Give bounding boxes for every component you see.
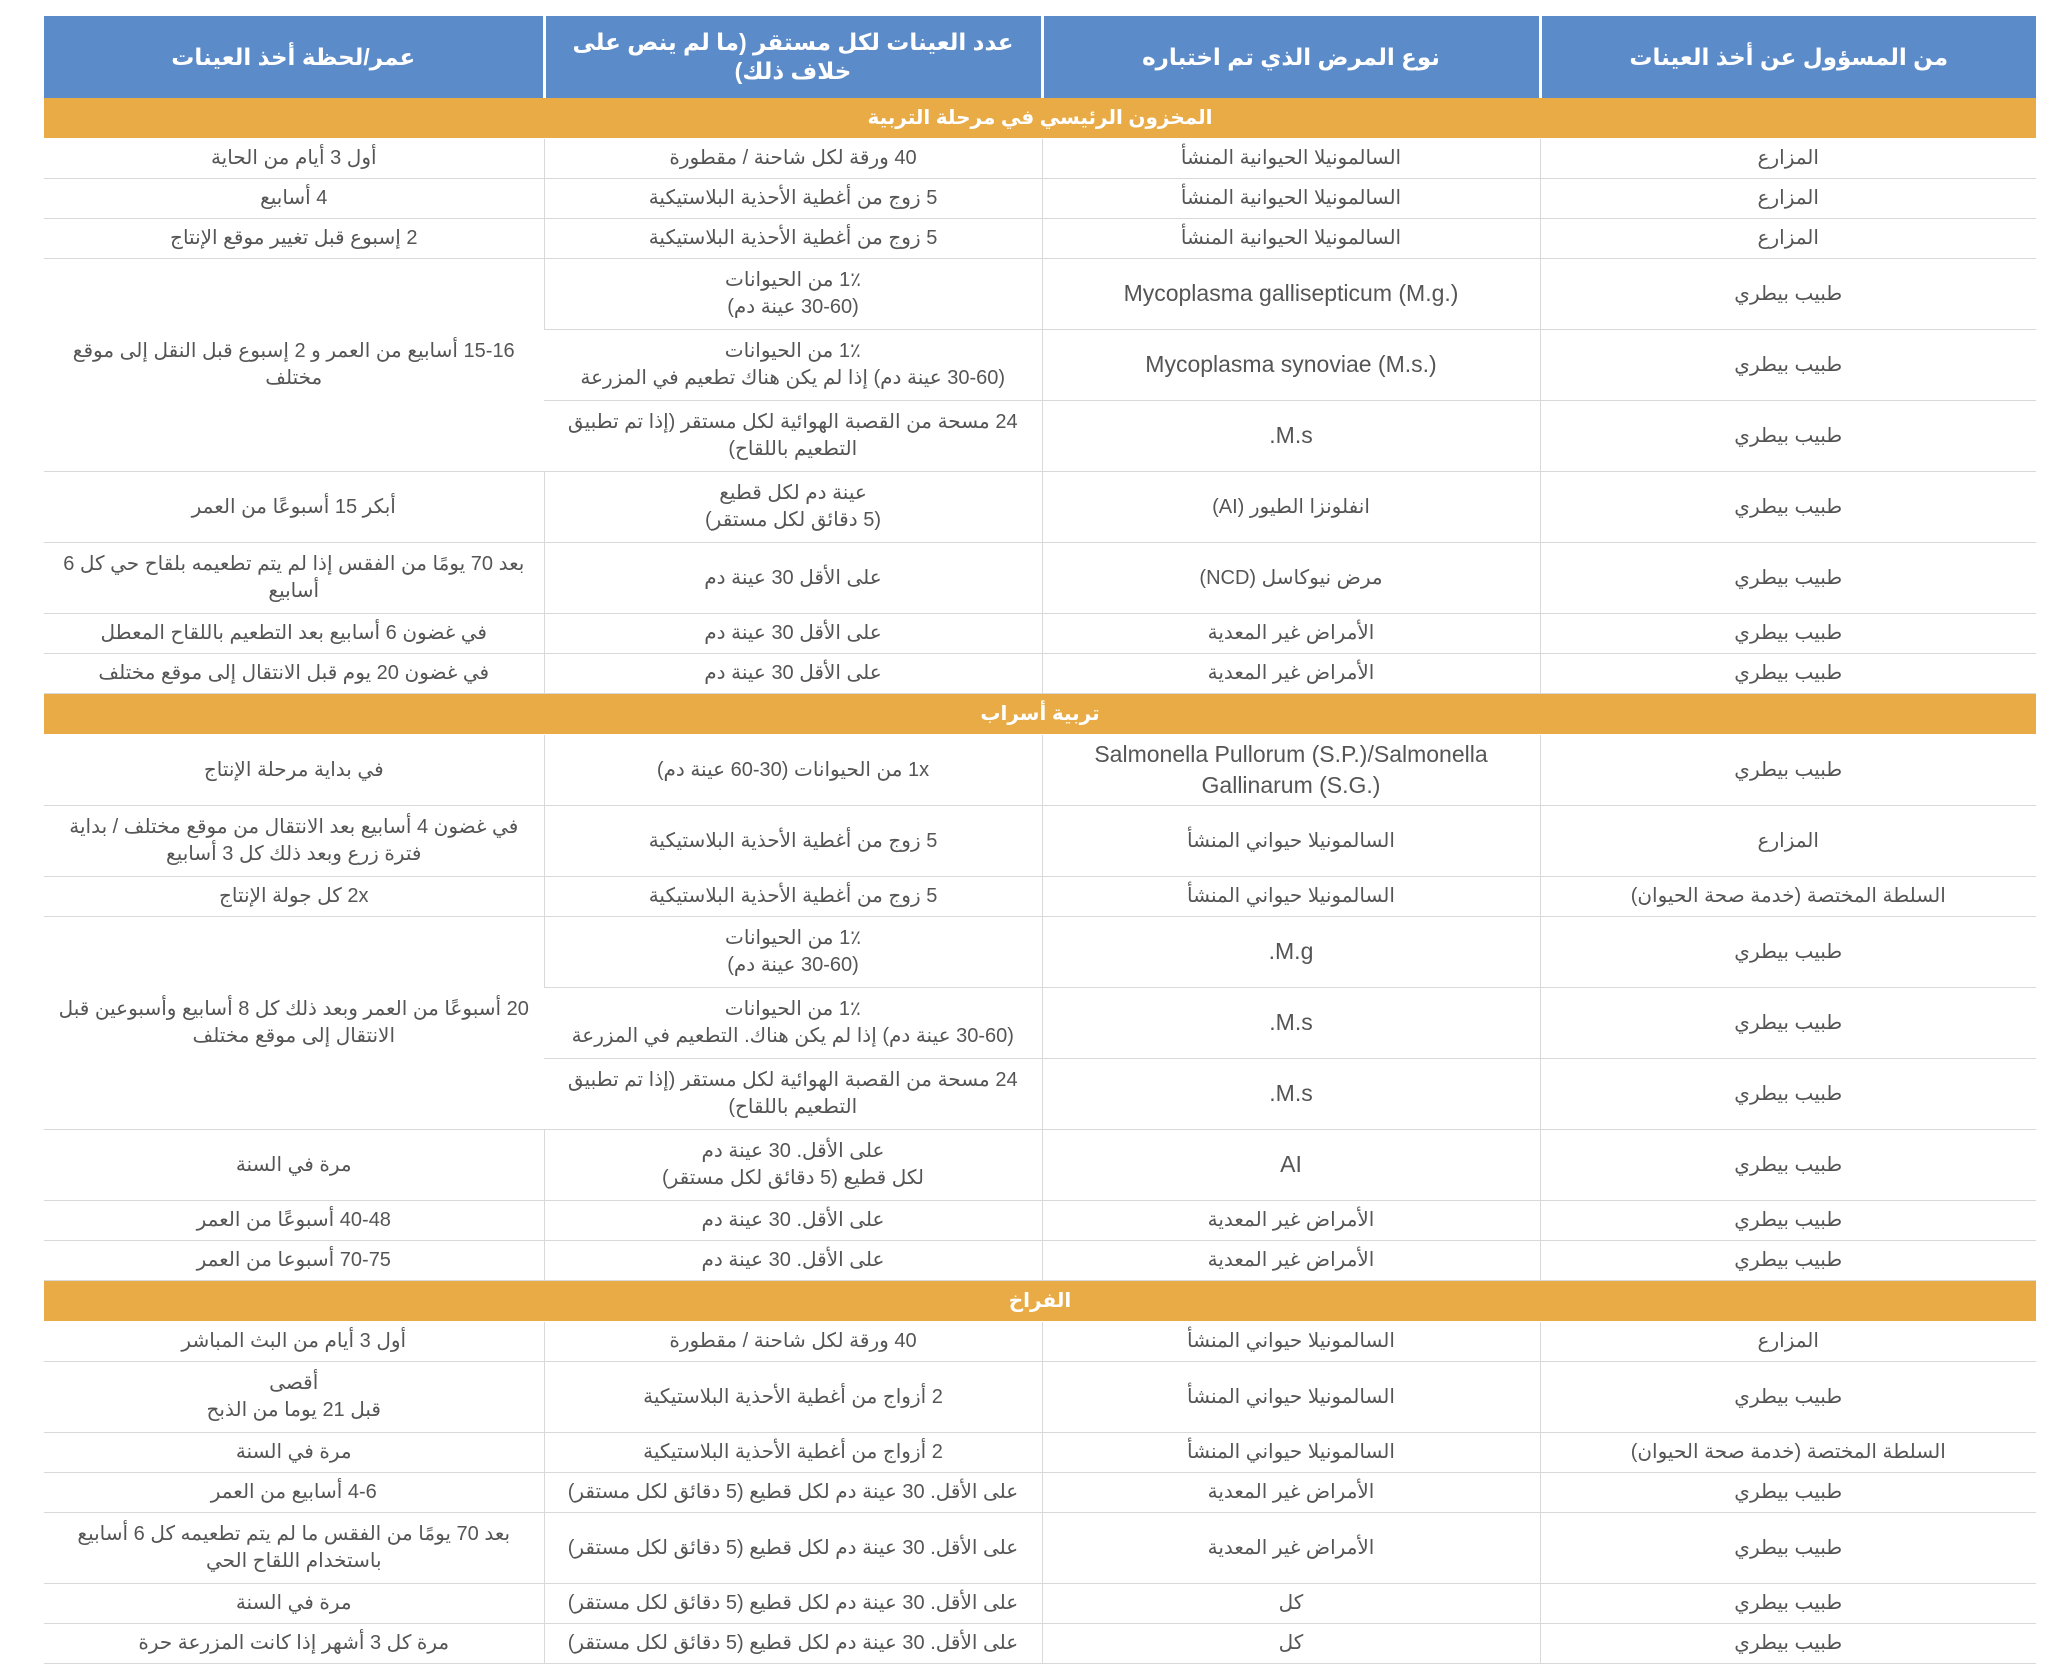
cell-responsible: طبيب بيطري: [1540, 1201, 2036, 1241]
cell-samples-line: 24 مسحة من القصبة الهوائية لكل مستقر (إذا تم تطبيق: [567, 411, 1018, 433]
cell-disease: مرض نيوكاسل (NCD): [1042, 543, 1540, 614]
cell-samples: على الأقل. 30 عينة دم لكل قطيع (5 دقائق لكل مستقر): [544, 1624, 1042, 1664]
cell-age: [44, 1362, 544, 1433]
cell-age: أبكر 15 أسبوعًا من العمر: [44, 472, 544, 543]
table-row: [44, 139, 2036, 179]
cell-responsible: طبيب بيطري: [1540, 988, 2036, 1059]
cell-samples: 5 زوج من أغطية الأحذية البلاستيكية: [544, 179, 1042, 219]
cell-samples: [544, 917, 1042, 988]
cell-samples: [544, 988, 1042, 1059]
cell-responsible: طبيب بيطري: [1540, 614, 2036, 654]
table-row: [44, 654, 2036, 694]
table-row: [44, 1513, 2036, 1584]
cell-age-line: أقصى: [269, 1372, 319, 1394]
cell-age: مرة في السنة: [44, 1433, 544, 1473]
cell-samples-line: 24 مسحة من القصبة الهوائية لكل مستقر (إذا تم تطبيق: [567, 1069, 1018, 1091]
cell-samples-line: (30-60 عينة دم) إذا لم يكن هناك. التطعيم في المزرعة: [571, 1025, 1014, 1047]
cell-disease: الأمراض غير المعدية: [1042, 654, 1540, 694]
cell-disease: السالمونيلا الحيوانية المنشأ: [1042, 179, 1540, 219]
cell-responsible: طبيب بيطري: [1540, 330, 2036, 401]
cell-samples: على الأقل 30 عينة دم: [544, 543, 1042, 614]
cell-disease: انفلونزا الطيور (AI): [1042, 472, 1540, 543]
cell-samples-line: عينة دم لكل قطيع: [719, 482, 867, 504]
cell-samples-line: التطعيم باللقاح): [728, 438, 858, 460]
cell-age-line: قبل 21 يوما من الذبح: [206, 1399, 381, 1421]
cell-samples: [544, 259, 1042, 330]
table-row: [44, 1362, 2036, 1433]
table-row: [44, 543, 2036, 614]
table-row: [44, 614, 2036, 654]
header-row: [44, 16, 2036, 98]
cell-samples-line: التطعيم باللقاح): [728, 1096, 858, 1118]
cell-disease: M.s.: [1042, 401, 1540, 472]
cell-age: في بداية مرحلة الإنتاج: [44, 735, 544, 806]
cell-age: أول 3 أيام من الحاية: [44, 139, 544, 179]
cell-disease-line: Gallinarum (S.G.): [1201, 772, 1381, 798]
cell-responsible: طبيب بيطري: [1540, 1513, 2036, 1584]
cell-samples: 1x من الحيوانات (30-60 عينة دم): [544, 735, 1042, 806]
cell-age: أول 3 أيام من البث المباشر: [44, 1322, 544, 1362]
table-row: [44, 917, 2036, 988]
cell-samples: على الأقل. 30 عينة دم لكل قطيع (5 دقائق لكل مستقر): [544, 1584, 1042, 1624]
cell-samples-line: 1٪ من الحيوانات: [725, 927, 861, 949]
header-disease: نوع المرض الذي تم اختباره: [1042, 16, 1540, 98]
sampling-table: [44, 16, 2036, 1664]
table-row: [44, 1322, 2036, 1362]
cell-age: مرة في السنة: [44, 1130, 544, 1201]
cell-responsible: طبيب بيطري: [1540, 1059, 2036, 1130]
cell-disease: السالمونيلا الحيوانية المنشأ: [1042, 139, 1540, 179]
cell-responsible: طبيب بيطري: [1540, 259, 2036, 330]
table-row: [44, 179, 2036, 219]
cell-age: 70-75 أسبوعا من العمر: [44, 1241, 544, 1281]
cell-responsible: طبيب بيطري: [1540, 1624, 2036, 1664]
cell-samples: على الأقل. 30 عينة دم: [544, 1201, 1042, 1241]
cell-samples: [544, 1130, 1042, 1201]
cell-disease: M.g.: [1042, 917, 1540, 988]
table-row: [44, 1624, 2036, 1664]
table-row: [44, 877, 2036, 917]
cell-disease: كل: [1042, 1584, 1540, 1624]
section-title: المخزون الرئيسي في مرحلة التربية: [44, 98, 2036, 139]
cell-age: 40-48 أسبوعًا من العمر: [44, 1201, 544, 1241]
cell-responsible: المزارع: [1540, 139, 2036, 179]
cell-age: بعد 70 يومًا من الفقس إذا لم يتم تطعيمه بلقاح حي كل 6 أسابيع: [44, 543, 544, 614]
cell-samples-line: (30-60 عينة دم): [727, 296, 859, 318]
cell-disease: M.s.: [1042, 988, 1540, 1059]
cell-disease: الأمراض غير المعدية: [1042, 1513, 1540, 1584]
cell-samples-line: (5 دقائق لكل مستقر): [705, 509, 881, 531]
cell-age: 2 إسبوع قبل تغيير موقع الإنتاج: [44, 219, 544, 259]
cell-samples: 2 أزواج من أغطية الأحذية البلاستيكية: [544, 1362, 1042, 1433]
cell-samples-line: (30-60 عينة دم) إذا لم يكن هناك تطعيم في المزرعة: [580, 367, 1006, 389]
cell-disease: M.s.: [1042, 1059, 1540, 1130]
cell-samples: 40 ورقة لكل شاحنة / مقطورة: [544, 1322, 1042, 1362]
cell-samples-line: (30-60 عينة دم): [727, 954, 859, 976]
cell-age: في غضون 20 يوم قبل الانتقال إلى موقع مختلف: [44, 654, 544, 694]
cell-responsible: طبيب بيطري: [1540, 543, 2036, 614]
cell-samples: على الأقل. 30 عينة دم: [544, 1241, 1042, 1281]
section-row: [44, 694, 2036, 735]
cell-age: 4-6 أسابيع من العمر: [44, 1473, 544, 1513]
cell-age: في غضون 6 أسابيع بعد التطعيم باللقاح المعطل: [44, 614, 544, 654]
cell-disease: السالمونيلا حيواني المنشأ: [1042, 877, 1540, 917]
cell-age: 20 أسبوعًا من العمر وبعد ذلك كل 8 أسابيع وأسبوعين قبل الانتقال إلى موقع مختلف: [44, 917, 544, 1130]
cell-responsible: طبيب بيطري: [1540, 401, 2036, 472]
cell-disease: السالمونيلا الحيوانية المنشأ: [1042, 219, 1540, 259]
table-row: [44, 219, 2036, 259]
table-row: [44, 472, 2036, 543]
cell-samples: على الأقل. 30 عينة دم لكل قطيع (5 دقائق لكل مستقر): [544, 1513, 1042, 1584]
cell-age: بعد 70 يومًا من الفقس ما لم يتم تطعيمه كل 6 أسابيع باستخدام اللقاح الحي: [44, 1513, 544, 1584]
table-row: [44, 806, 2036, 877]
section-row: [44, 1281, 2036, 1322]
sampling-table-container: [44, 16, 2036, 1664]
table-row: [44, 1201, 2036, 1241]
cell-samples: [544, 330, 1042, 401]
cell-responsible: المزارع: [1540, 179, 2036, 219]
cell-samples: 5 زوج من أغطية الأحذية البلاستيكية: [544, 806, 1042, 877]
table-row: [44, 1241, 2036, 1281]
cell-responsible: المزارع: [1540, 806, 2036, 877]
cell-age: مرة في السنة: [44, 1584, 544, 1624]
cell-samples: 5 زوج من أغطية الأحذية البلاستيكية: [544, 219, 1042, 259]
cell-disease: كل: [1042, 1624, 1540, 1664]
cell-responsible: طبيب بيطري: [1540, 1584, 2036, 1624]
cell-samples: على الأقل 30 عينة دم: [544, 614, 1042, 654]
cell-disease: الأمراض غير المعدية: [1042, 1473, 1540, 1513]
cell-responsible: طبيب بيطري: [1540, 1241, 2036, 1281]
cell-responsible: المزارع: [1540, 1322, 2036, 1362]
table-row: [44, 735, 2036, 806]
cell-disease: Mycoplasma synoviae (M.s.): [1042, 330, 1540, 401]
cell-samples: 5 زوج من أغطية الأحذية البلاستيكية: [544, 877, 1042, 917]
section-row: [44, 98, 2036, 139]
section-title: تربية أسراب: [44, 694, 2036, 735]
table-row: [44, 1473, 2036, 1513]
cell-responsible: المزارع: [1540, 219, 2036, 259]
cell-responsible: طبيب بيطري: [1540, 654, 2036, 694]
cell-responsible: طبيب بيطري: [1540, 735, 2036, 806]
cell-age: في غضون 4 أسابيع بعد الانتقال من موقع مختلف / بداية فترة زرع وبعد ذلك كل 3 أسابيع: [44, 806, 544, 877]
cell-age: 2x كل جولة الإنتاج: [44, 877, 544, 917]
cell-disease: Mycoplasma gallisepticum (M.g.): [1042, 259, 1540, 330]
cell-disease: السالمونيلا حيواني المنشأ: [1042, 806, 1540, 877]
cell-disease: السالمونيلا حيواني المنشأ: [1042, 1322, 1540, 1362]
cell-responsible: طبيب بيطري: [1540, 917, 2036, 988]
cell-responsible: السلطة المختصة (خدمة صحة الحيوان): [1540, 877, 2036, 917]
cell-disease: الأمراض غير المعدية: [1042, 1241, 1540, 1281]
cell-samples-line: على الأقل. 30 عينة دم: [701, 1140, 885, 1162]
section-title: الفراخ: [44, 1281, 2036, 1322]
cell-disease: السالمونيلا حيواني المنشأ: [1042, 1362, 1540, 1433]
cell-responsible: طبيب بيطري: [1540, 1473, 2036, 1513]
header-samples: عدد العينات لكل مستقر (ما لم ينص على خلاف ذلك): [544, 16, 1042, 98]
cell-disease: السالمونيلا حيواني المنشأ: [1042, 1433, 1540, 1473]
cell-disease: AI: [1042, 1130, 1540, 1201]
cell-age: 4 أسابيع: [44, 179, 544, 219]
cell-samples: 2 أزواج من أغطية الأحذية البلاستيكية: [544, 1433, 1042, 1473]
cell-disease: الأمراض غير المعدية: [1042, 614, 1540, 654]
header-responsible: من المسؤول عن أخذ العينات: [1540, 16, 2036, 98]
cell-responsible: السلطة المختصة (خدمة صحة الحيوان): [1540, 1433, 2036, 1473]
cell-samples-line: لكل قطيع (5 دقائق لكل مستقر): [661, 1167, 924, 1189]
cell-samples-line: 1٪ من الحيوانات: [724, 340, 861, 362]
cell-responsible: طبيب بيطري: [1540, 1362, 2036, 1433]
header-age: عمر/لحظة أخذ العينات: [44, 16, 544, 98]
table-row: [44, 259, 2036, 330]
cell-disease: الأمراض غير المعدية: [1042, 1201, 1540, 1241]
cell-samples: [544, 472, 1042, 543]
cell-disease-line: Salmonella Pullorum (S.P.)/Salmonella: [1094, 740, 1488, 767]
cell-samples: 40 ورقة لكل شاحنة / مقطورة: [544, 139, 1042, 179]
cell-age: 15-16 أسابيع من العمر و 2 إسبوع قبل النقل إلى موقع مختلف: [44, 259, 544, 472]
table-row: [44, 1433, 2036, 1473]
cell-responsible: طبيب بيطري: [1540, 472, 2036, 543]
cell-age: مرة كل 3 أشهر إذا كانت المزرعة حرة: [44, 1624, 544, 1664]
cell-samples: على الأقل 30 عينة دم: [544, 654, 1042, 694]
cell-samples: [544, 401, 1042, 472]
cell-samples: على الأقل. 30 عينة دم لكل قطيع (5 دقائق لكل مستقر): [544, 1473, 1042, 1513]
table-row: [44, 1584, 2036, 1624]
table-row: [44, 1130, 2036, 1201]
cell-responsible: طبيب بيطري: [1540, 1130, 2036, 1201]
cell-samples-line: 1٪ من الحيوانات: [725, 269, 861, 291]
cell-samples: [544, 1059, 1042, 1130]
cell-disease: [1042, 735, 1540, 806]
cell-samples-line: 1٪ من الحيوانات: [724, 998, 861, 1020]
